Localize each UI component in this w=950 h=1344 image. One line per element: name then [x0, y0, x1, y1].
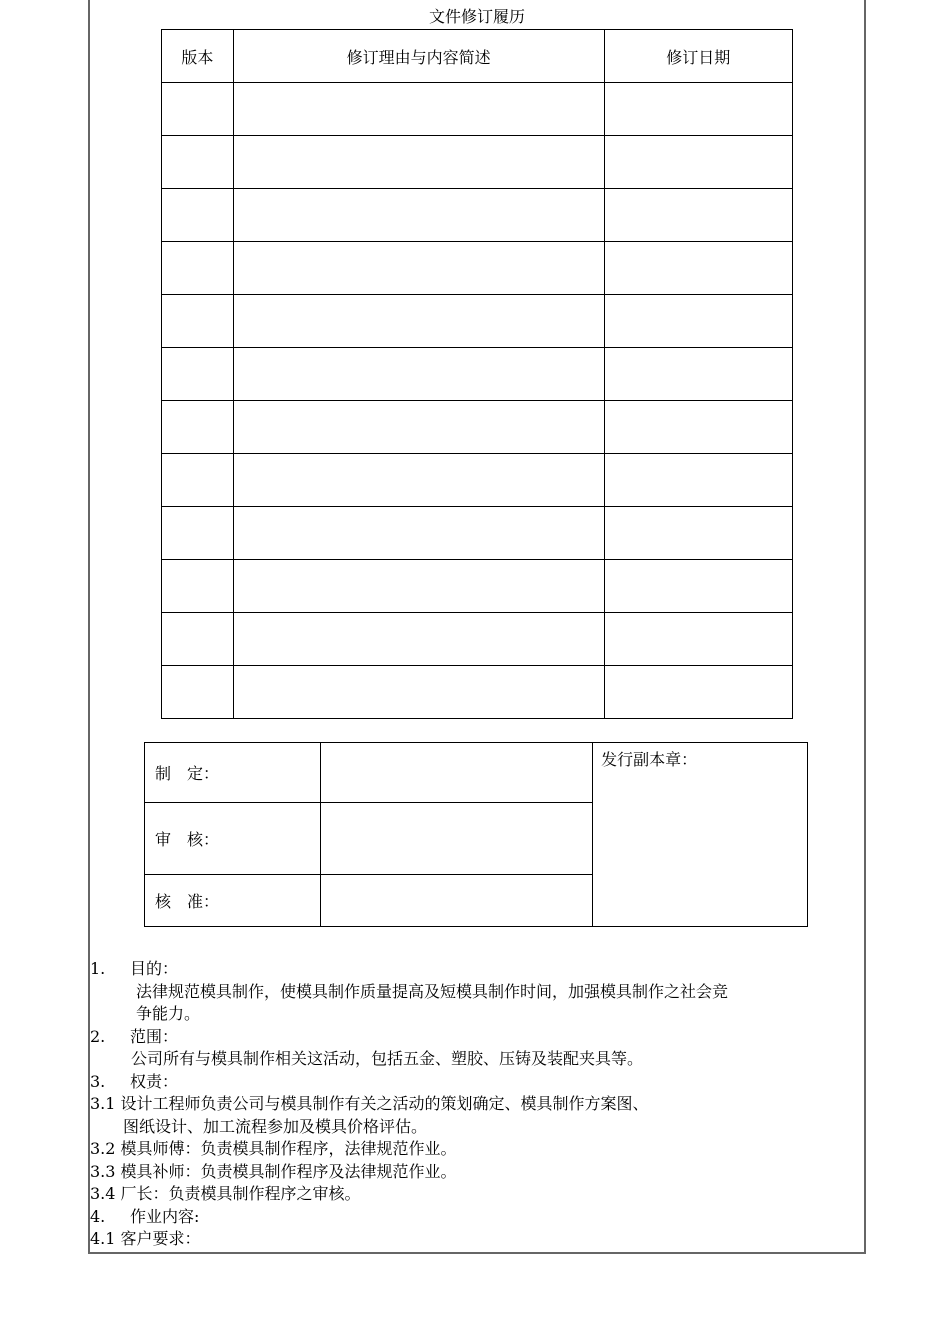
- date-cell[interactable]: [604, 454, 792, 507]
- version-cell[interactable]: [162, 666, 234, 719]
- reason-cell[interactable]: [233, 348, 604, 401]
- document-title: 文件修订履历: [428, 7, 525, 26]
- date-cell[interactable]: [604, 189, 792, 242]
- table-row: [162, 136, 793, 189]
- date-cell[interactable]: [604, 507, 792, 560]
- section-2-heading: 2. 范围：: [90, 1026, 179, 1046]
- section-3-1a: 3.1 设计工程师负责公司与模具制作有关之活动的策划确定、模具制作方案图、: [90, 1094, 649, 1113]
- version-cell[interactable]: [162, 242, 234, 295]
- review-label: 审 核：: [145, 803, 321, 875]
- approval-row-prepare: [145, 743, 808, 803]
- section-4-1: 4.1 客户要求：: [90, 1229, 201, 1248]
- table-row: [162, 613, 793, 666]
- date-cell[interactable]: [604, 83, 792, 136]
- section-3-1b: 图纸设计、加工流程参加及模具价格评估。: [123, 1116, 428, 1136]
- date-cell[interactable]: [604, 242, 792, 295]
- reason-cell[interactable]: [233, 454, 604, 507]
- table-row: [162, 295, 793, 348]
- version-cell[interactable]: [162, 189, 234, 242]
- reason-cell[interactable]: [233, 560, 604, 613]
- header-date: 修订日期: [604, 30, 792, 83]
- stamp-label: 发行副本章：: [601, 750, 698, 769]
- revision-table-body: [162, 83, 793, 719]
- table-row: [162, 83, 793, 136]
- table-row: [162, 560, 793, 613]
- prepare-value[interactable]: [320, 743, 592, 803]
- reason-cell[interactable]: [233, 295, 604, 348]
- version-cell[interactable]: [162, 295, 234, 348]
- date-cell[interactable]: [604, 560, 792, 613]
- date-cell[interactable]: [604, 295, 792, 348]
- table-row: [162, 242, 793, 295]
- table-row: [162, 454, 793, 507]
- reason-cell[interactable]: [233, 136, 604, 189]
- section-3-2: 3.2 模具师傅：负责模具制作程序，法律规范作业。: [90, 1139, 457, 1158]
- section-1-text-a: 法律规范模具制作，使模具制作质量提高及短模具制作时间，加强模具制作之社会竞: [136, 981, 729, 1001]
- reason-cell[interactable]: [233, 242, 604, 295]
- header-version: 版本: [162, 30, 234, 83]
- review-value[interactable]: [320, 803, 592, 875]
- version-cell[interactable]: [162, 560, 234, 613]
- table-row: [162, 348, 793, 401]
- table-header-row: [162, 30, 793, 83]
- reason-cell[interactable]: [233, 189, 604, 242]
- issue-stamp-box: [593, 743, 808, 927]
- version-cell[interactable]: [162, 83, 234, 136]
- section-4-heading: 4. 作业内容:: [90, 1206, 200, 1226]
- version-cell[interactable]: [162, 348, 234, 401]
- section-3-3: 3.3 模具补师：负责模具制作程序及法律规范作业。: [90, 1161, 457, 1181]
- version-cell[interactable]: [162, 401, 234, 454]
- prepare-label: 制 定：: [145, 743, 321, 803]
- date-cell[interactable]: [604, 401, 792, 454]
- table-row: [162, 401, 793, 454]
- document-body: [90, 958, 866, 1251]
- reason-cell[interactable]: [233, 666, 604, 719]
- table-row: [162, 189, 793, 242]
- approval-table: [144, 742, 808, 927]
- approve-label: 核 准：: [145, 875, 321, 927]
- section-1-text-b: 争能力。: [136, 1004, 201, 1023]
- reason-cell[interactable]: [233, 613, 604, 666]
- version-cell[interactable]: [162, 613, 234, 666]
- version-cell[interactable]: [162, 454, 234, 507]
- reason-cell[interactable]: [233, 507, 604, 560]
- date-cell[interactable]: [604, 613, 792, 666]
- version-cell[interactable]: [162, 136, 234, 189]
- section-3-heading: 3. 权责：: [90, 1071, 179, 1091]
- date-cell[interactable]: [604, 348, 792, 401]
- section-1-heading: 1. 目的：: [90, 959, 179, 978]
- header-reason: 修订理由与内容简述: [233, 30, 604, 83]
- version-cell[interactable]: [162, 507, 234, 560]
- reason-cell[interactable]: [233, 401, 604, 454]
- approve-value[interactable]: [320, 875, 592, 927]
- date-cell[interactable]: [604, 136, 792, 189]
- date-cell[interactable]: [604, 666, 792, 719]
- table-row: [162, 666, 793, 719]
- section-2-text: 公司所有与模具制作相关这活动，包括五金、塑胶、压铸及装配夹具等。: [131, 1049, 644, 1068]
- revision-history-table: [161, 29, 793, 719]
- table-row: [162, 507, 793, 560]
- section-3-4: 3.4 厂长：负责模具制作程序之审核。: [90, 1184, 361, 1203]
- document-frame: [88, 0, 866, 1254]
- reason-cell[interactable]: [233, 83, 604, 136]
